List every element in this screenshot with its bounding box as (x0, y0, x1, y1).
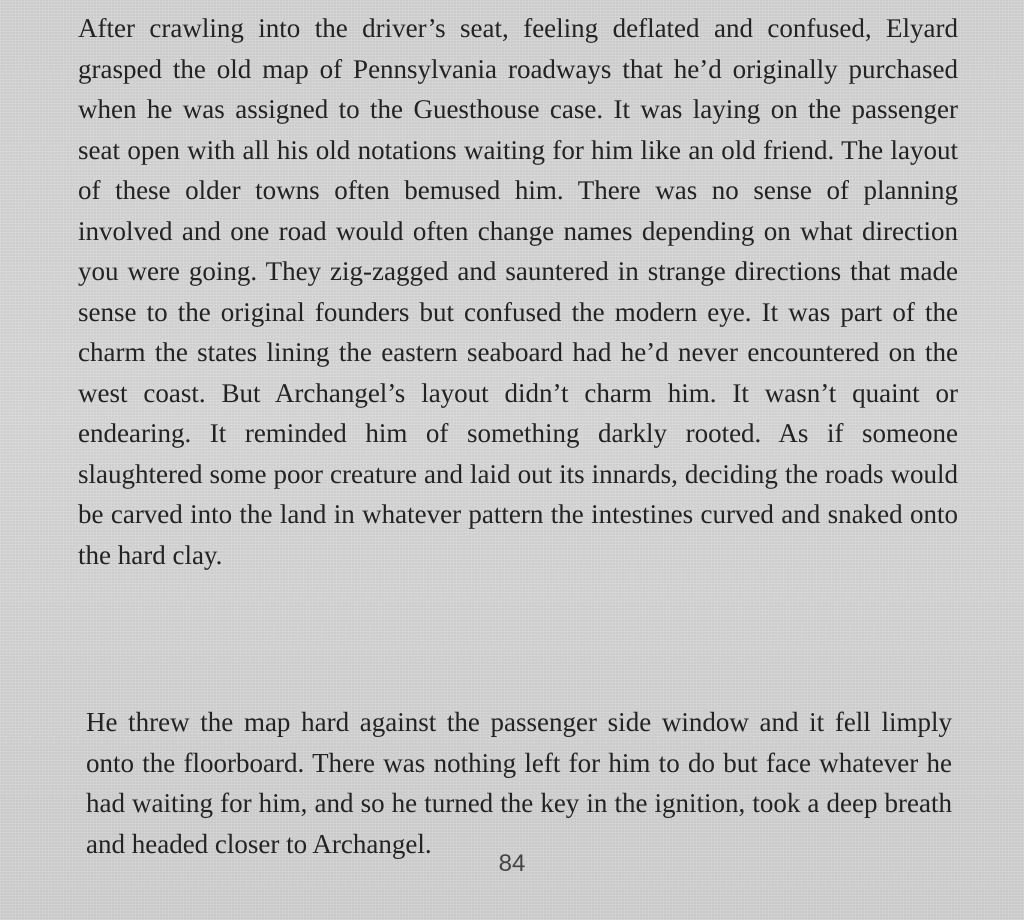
paragraph-2: He threw the map hard against the passenger side window and it fell limply onto the floorboard. There was nothing left for him to do but face whatever he had waiting for him, and so he turned the key in the ignition, took a deep breath and headed closer to Archangel. (86, 707, 952, 859)
book-page-body (78, 8, 958, 575)
page-number: 84 (498, 850, 526, 877)
paragraph-1: After crawling into the driver’s seat, feeling deflated and confused, Elyard grasped the old map of Pennsylvania roadways that he’d originally purchased when he was assigned to the Guesthouse case. It was laying on the passenger seat open with all his old notations waiting for him like an old friend. The layout of these older towns often bemused him. There was no sense of planning involved and one road would often change names depending on what direction you were going. They zig-zagged and sauntered in strange directions that made sense to the original founders but confused the modern eye. It was part of the charm the states lining the eastern seaboard had he’d never encountered on the west coast. But Archangel’s layout didn’t charm him. It wasn’t quaint or endearing. It reminded him of something darkly rooted. As if someone slaughtered some poor creature and laid out its innards, deciding the roads would be carved into the land in whatever pattern the intestines curved and snaked onto the hard clay. (78, 13, 958, 570)
